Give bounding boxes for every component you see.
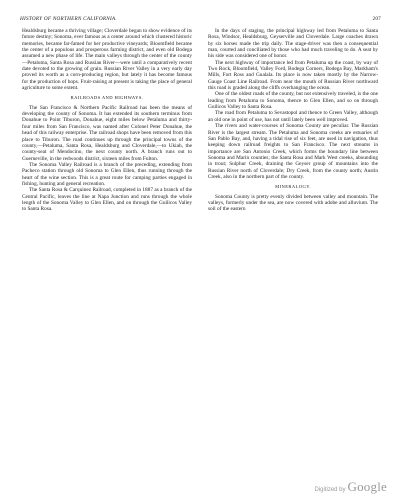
paragraph: The San Francisco & Northern Pacific Railroad has been the means of developing the county of Sonoma. It has extended its southern terminus from Donahue to Point Tiburon, Donahue, eight miles below Petaluma and thirty-four miles from San Francisco, was named after Colonel Peter Donahue, the head of this railway enterprise. The railroad shops have been removed from this place to Tiburon. The road continues up through the principal towns of the county,—Petaluma, Santa Rosa, Healdsburg and Cloverdale,—to Ukiah, the county-seat of Mendocino, the next county north. A branch runs out to Guerneville, in the redwoods district, sixteen miles from Fulton. bbox=[22, 104, 192, 162]
paragraph: The next highway of importance led from Petaluma up the coast, by way of Two Rock, Bloomfield, Valley Ford, Bodega Corners, Bodega Bay, Markham's Mills, Fort Ross and Gualala. Its place is now taken mostly by the Narrow-Gauge Coast Line Railroad. From near the mouth of Russian River northward this road is graded along the cliffs overhanging the ocean. bbox=[208, 59, 378, 92]
running-header bbox=[20, 16, 381, 22]
paragraph: The Sonoma Valley Railroad is a branch of the preceding, extending from Pacheco station through old Sonoma to Glen Ellen, thus running through the heart of the wine section. This is a great route for camping parties engaged in fishing, hunting and general recreation. bbox=[22, 161, 192, 187]
watermark-prefix: Digitized by bbox=[314, 487, 346, 493]
section-heading-mineralogy: MINERALOGY. bbox=[275, 184, 311, 190]
paragraph: Sonoma County is pretty evenly divided between valley and mountain. The valleys, formerly under the sea, are now covered with adobe and alluvium. The soil of the eastern bbox=[208, 193, 378, 213]
section-heading-railroads: RAILROADS AND HIGHWAYS. bbox=[70, 95, 144, 101]
left-column bbox=[22, 28, 192, 213]
paragraph: The rivers and water-courses of Sonoma County are peculiar. The Russian River is the largest stream. The Petaluma and Sonoma creeks are estuaries of San Pablo Bay, and, having a tidal rise of six feet, are used in navigation, thus keeping down railroad freights to San Francisco. The next streams in importance are San Antonio Creek, which forms the boundary line between Sonoma and Marin counties; the Santa Rosa and Mark West creeks, abounding in trout; Sulphur Creek, draining the Geyser group of mountains into the Russian River north of Cloverdale; Dry Creek, from the county north; Austin Creek, also in the northern part of the county. bbox=[208, 123, 378, 180]
running-title: HISTORY OF NORTHERN CALIFORNIA. bbox=[20, 16, 117, 22]
paragraph: One of the oldest roads of the county, but not extensively traveled, is the one leading from Petaluma to Sonoma, thence to Glen Ellen, and so on through Guilicos Valley to Santa Rosa. bbox=[208, 91, 378, 111]
paragraph: Healdsburg became a thriving village; Cloverdale began to show evidence of its future destiny; Sonoma, ever famous as a center around which clustered historic memories, became far-famed for her productive vineyards; Bloomfield became the center of a populous and prosperous farming district, and even old Bodega assumed a new phase of life. The main valleys through the center of the county—Petaluma, Santa Rosa and Russian River—were until a comparatively recent date devoted to the growing of grain. Russian River Valley in a very early day proved its worth as a corn-producing region, but lately it has become famous for the production of hops. Fruit-raising at present is taking the place of general agriculture to some extent. bbox=[22, 28, 192, 92]
page-number: 207 bbox=[372, 16, 381, 22]
right-column bbox=[208, 28, 378, 213]
digitized-watermark bbox=[315, 479, 388, 495]
paragraph: In the days of staging, the principal highway led from Petaluma to Santa Rosa, Windsor, Healdsburg, Geyserville and Cloverdale. Large coaches drawn by six horses made the trip daily. The stage-driver was then a consequential man, courted and conciliated by those who had much traveling to do. A seat by his side was considered one of honor. bbox=[208, 28, 378, 60]
google-logo: Google bbox=[347, 479, 387, 494]
paragraph: The Santa Rosa & Carquinez Railroad, completed in 1887 as a branch of the Central Pacific, leaves the line at Napa Junction and runs through the whole length of the Sonoma Valley to Glen Ellen, and on through the Guilicos Valley to Santa Rosa. bbox=[22, 187, 192, 213]
paragraph: The road from Petaluma to Sevastopol and thence to Green Valley, although an old one in point of use, has not until lately been well improved. bbox=[208, 110, 378, 123]
